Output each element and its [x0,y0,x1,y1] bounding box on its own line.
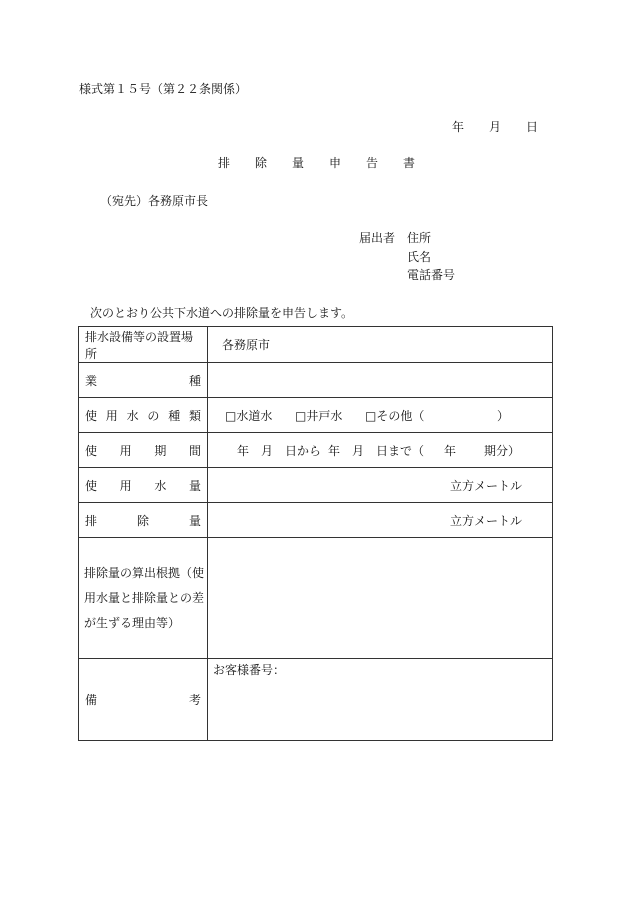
other-water-checkbox[interactable]: □その他（ [365,408,425,423]
table-row [79,503,553,538]
title-char: 除 [255,156,268,170]
location-label: 排水設備等の設置場所 [79,327,208,363]
applicant-address-label: 住所 [407,231,432,245]
basis-value[interactable] [208,538,553,659]
water-type-label: 使 用 水 の 種 類 [79,398,208,433]
industry-label: 業 種 [79,363,208,398]
table-row [79,363,553,398]
basis-label: 排除量の算出根拠（使 用水量と排除量との差 が生ずる理由等） [79,538,208,659]
tap-water-checkbox[interactable]: □水道水 [225,408,273,423]
addressee: （宛先）各務原市長 [100,194,209,208]
other-close-paren: ） [497,408,510,423]
date-month: 月 [489,120,502,134]
table-row [79,327,553,363]
intro-text: 次のとおり公共下水道への排除量を申告します。 [90,306,354,320]
title-char: 量 [292,156,305,170]
table-row [79,538,553,659]
customer-number-label: お客様番号： [213,663,286,677]
table-row [79,659,553,741]
notes-value[interactable] [208,659,553,741]
usage-label: 使 用 水 量 [79,468,208,503]
date-line [452,118,538,135]
date-year: 年 [452,120,465,134]
table-row [79,433,553,468]
date-day: 日 [526,120,539,134]
declaration-table [78,326,553,741]
applicant-name-label: 氏名 [407,249,432,264]
title-char: 告 [366,156,379,170]
title-char: 書 [403,156,416,170]
discharge-value[interactable]: 立方メートル [208,503,553,538]
water-type-options [208,398,553,433]
period-value[interactable]: 年 月 日から 年 月 日まで（ 年 期分） [208,433,553,468]
title-char: 排 [218,156,231,170]
title-char: 申 [329,156,342,170]
location-value[interactable]: 各務原市 [208,327,553,363]
well-water-checkbox[interactable]: □井戸水 [295,408,343,423]
table-row [79,398,553,433]
document-title [218,154,440,171]
applicant-label: 届出者 [359,231,396,245]
industry-value[interactable] [208,363,553,398]
form-number: 様式第１５号（第２２条関係） [79,82,248,96]
table-row [79,468,553,503]
usage-value[interactable]: 立方メートル [208,468,553,503]
notes-label: 備 考 [79,659,208,741]
discharge-label: 排 除 量 [79,503,208,538]
period-label: 使 用 期 間 [79,433,208,468]
applicant-phone-label: 電話番号 [407,268,456,282]
